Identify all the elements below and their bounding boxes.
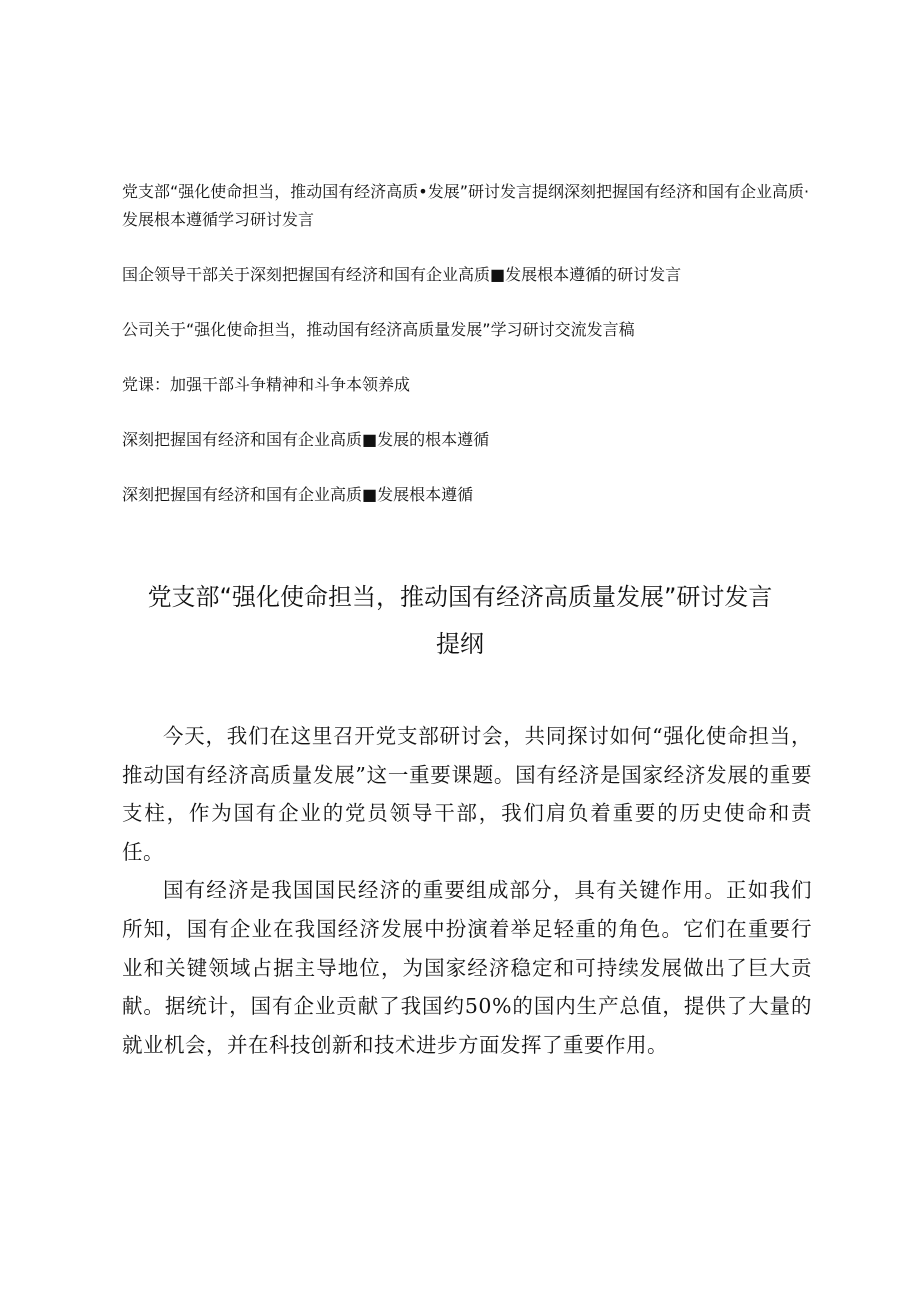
table-of-contents xyxy=(122,178,822,536)
body-paragraph: 国有经济是我国国民经济的重要组成部分，具有关键作用。正如我们所知，国有企业在我国经济发展中扮演着举足轻重的角色。它们在重要行业和关键领域占据主导地位，为国家经济稳定和可持续发展做出了巨大贡献。据统计，国有企业贡献了我国约50%的国内生产总值，提供了大量的就业机会，并在科技创新和技术进步方面发挥了重要作用。 xyxy=(122,878,812,1057)
toc-item: 党支部“强化使命担当，推动国有经济高质•发展”研讨发言提纲深刻把握国有经济和国有企业高质·发展根本遵循学习研讨发言 xyxy=(122,182,810,229)
toc-item: 党课：加强干部斗争精神和斗争本领养成 xyxy=(122,375,411,394)
toc-item: 深刻把握国有经济和国有企业高质■发展的根本遵循 xyxy=(122,430,490,449)
body-paragraph: 今天，我们在这里召开党支部研讨会，共同探讨如何“强化使命担当，推动国有经济高质量发展”这一重要课题。国有经济是国家经济发展的重要支柱，作为国有企业的党员领导干部，我们肩负着重要的历史使命和责任。 xyxy=(122,724,812,864)
document-title: 党支部“强化使命担当，推动国有经济高质量发展”研讨发言提纲 xyxy=(147,583,773,658)
toc-item: 深刻把握国有经济和国有企业高质■发展根本遵循 xyxy=(122,485,474,504)
document-body xyxy=(122,717,812,1064)
toc-item: 公司关于“强化使命担当，推动国有经济高质量发展”学习研讨交流发言稿 xyxy=(122,320,635,339)
toc-item: 国企领导干部关于深刻把握国有经济和国有企业高质■发展根本遵循的研讨发言 xyxy=(122,265,682,284)
